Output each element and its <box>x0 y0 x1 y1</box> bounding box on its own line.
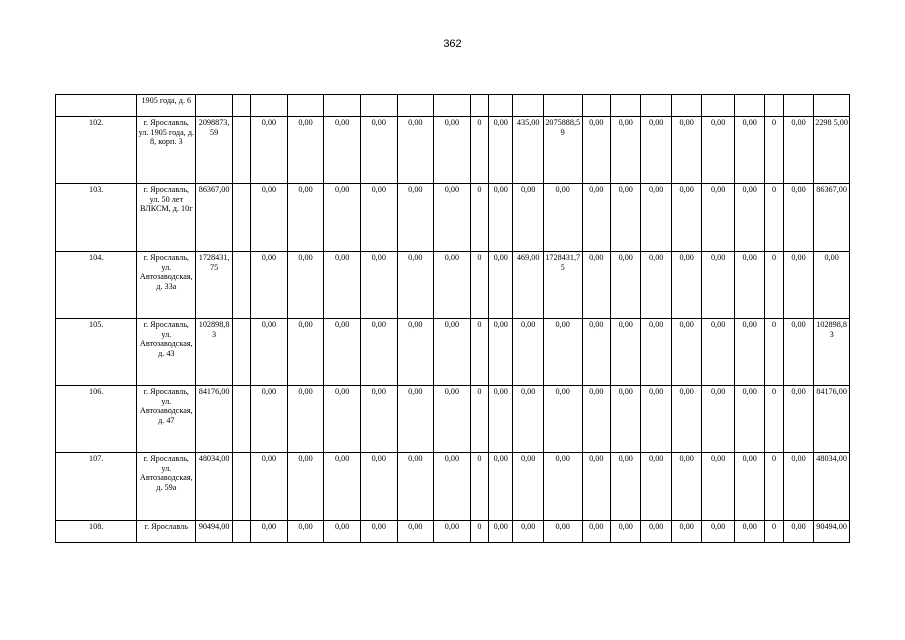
value-cell: 0,00 <box>582 453 610 521</box>
value-cell: 0,00 <box>434 252 471 319</box>
value-cell: 0,00 <box>513 319 543 386</box>
value-cell: 0,00 <box>543 184 582 252</box>
value-cell: 0,00 <box>582 184 610 252</box>
value-cell: 0,00 <box>582 386 610 453</box>
value-cell: 0,00 <box>543 453 582 521</box>
value-cell: 0,00 <box>543 521 582 543</box>
value-cell: 0,00 <box>734 521 764 543</box>
value-cell: 86367,00 <box>814 184 850 252</box>
value-cell: 0,00 <box>641 453 671 521</box>
value-cell: 0,00 <box>783 184 813 252</box>
value-cell: 0,00 <box>251 184 288 252</box>
cell <box>543 95 582 117</box>
table-row <box>56 521 850 543</box>
value-cell: 0,00 <box>513 386 543 453</box>
empty-cell <box>232 117 250 184</box>
value-cell: 0,00 <box>671 319 701 386</box>
table-row-continued <box>56 95 850 117</box>
value-cell: 0,00 <box>251 521 288 543</box>
value-cell: 48034,00 <box>814 453 850 521</box>
value-cell: 90494,00 <box>196 521 233 543</box>
value-cell: 84176,00 <box>196 386 233 453</box>
page-number: 362 <box>443 38 462 50</box>
value-cell: 0,00 <box>702 252 735 319</box>
value-cell: 0,00 <box>287 319 324 386</box>
value-cell: 0,00 <box>641 117 671 184</box>
value-cell: 48034,00 <box>196 453 233 521</box>
value-cell: 0,00 <box>543 319 582 386</box>
value-cell: 0,00 <box>641 386 671 453</box>
value-cell: 0,00 <box>397 184 434 252</box>
value-cell: 0,00 <box>513 453 543 521</box>
value-cell: 0 <box>470 386 488 453</box>
value-cell: 0,00 <box>671 453 701 521</box>
cell <box>582 95 610 117</box>
value-cell: 0,00 <box>251 252 288 319</box>
value-cell: 0,00 <box>324 117 361 184</box>
empty-cell <box>232 453 250 521</box>
value-cell: 0,00 <box>251 386 288 453</box>
value-cell: 2075888,59 <box>543 117 582 184</box>
value-cell: 0 <box>765 184 783 252</box>
value-cell: 1728431,75 <box>543 252 582 319</box>
value-cell: 0,00 <box>783 386 813 453</box>
value-cell: 90494,00 <box>814 521 850 543</box>
value-cell: 0,00 <box>360 117 397 184</box>
value-cell: 0,00 <box>702 117 735 184</box>
value-cell: 0,00 <box>610 252 640 319</box>
value-cell: 0 <box>470 117 488 184</box>
address-cell: г. Ярославль, ул. Автозаводская, д. 47 <box>137 386 196 453</box>
row-number-cell: 106. <box>56 386 137 453</box>
value-cell: 0,00 <box>702 521 735 543</box>
value-cell: 0,00 <box>513 521 543 543</box>
value-cell: 0,00 <box>287 521 324 543</box>
value-cell: 86367,00 <box>196 184 233 252</box>
row-number-cell: 108. <box>56 521 137 543</box>
table-row <box>56 117 850 184</box>
value-cell: 0,00 <box>671 386 701 453</box>
table-row <box>56 386 850 453</box>
value-cell: 0,00 <box>489 453 513 521</box>
value-cell: 0,00 <box>610 453 640 521</box>
value-cell: 0 <box>765 386 783 453</box>
value-cell: 0,00 <box>702 453 735 521</box>
value-cell: 0,00 <box>610 319 640 386</box>
cell <box>610 95 640 117</box>
value-cell: 0,00 <box>489 386 513 453</box>
value-cell: 0,00 <box>783 453 813 521</box>
empty-cell <box>232 319 250 386</box>
value-cell: 0,00 <box>360 252 397 319</box>
value-cell: 0,00 <box>783 252 813 319</box>
value-cell: 0 <box>470 319 488 386</box>
value-cell: 0,00 <box>671 252 701 319</box>
cell <box>513 95 543 117</box>
value-cell: 0,00 <box>702 386 735 453</box>
value-cell: 0,00 <box>489 521 513 543</box>
cell <box>397 95 434 117</box>
value-cell: 0,00 <box>360 453 397 521</box>
value-cell: 0 <box>470 453 488 521</box>
cell <box>434 95 471 117</box>
row-number-cell: 102. <box>56 117 137 184</box>
value-cell: 0,00 <box>434 184 471 252</box>
value-cell: 0,00 <box>489 319 513 386</box>
value-cell: 0,00 <box>251 319 288 386</box>
value-cell: 0,00 <box>641 252 671 319</box>
row-number-cell: 103. <box>56 184 137 252</box>
value-cell: 0,00 <box>641 521 671 543</box>
table-row <box>56 184 850 252</box>
value-cell: 2298 5,00 <box>814 117 850 184</box>
value-cell: 0,00 <box>582 319 610 386</box>
value-cell: 0,00 <box>360 386 397 453</box>
value-cell: 0,00 <box>734 319 764 386</box>
value-cell: 102898,83 <box>814 319 850 386</box>
value-cell: 0,00 <box>610 184 640 252</box>
row-number-cell: 107. <box>56 453 137 521</box>
value-cell: 0,00 <box>287 117 324 184</box>
value-cell: 0,00 <box>543 386 582 453</box>
value-cell: 435,00 <box>513 117 543 184</box>
value-cell: 0,00 <box>734 184 764 252</box>
table-row <box>56 319 850 386</box>
value-cell: 0,00 <box>434 319 471 386</box>
cell <box>734 95 764 117</box>
address-cell: г. Ярославль <box>137 521 196 543</box>
value-cell: 0,00 <box>251 453 288 521</box>
address-cell: г. Ярославль, ул. Автозаводская, д. 43 <box>137 319 196 386</box>
value-cell: 0,00 <box>287 386 324 453</box>
value-cell: 0,00 <box>287 252 324 319</box>
value-cell: 2098873,59 <box>196 117 233 184</box>
value-cell: 0 <box>765 453 783 521</box>
value-cell: 84176,00 <box>814 386 850 453</box>
value-cell: 0,00 <box>324 319 361 386</box>
cell <box>56 95 137 117</box>
cell <box>702 95 735 117</box>
value-cell: 0,00 <box>287 184 324 252</box>
value-cell: 0,00 <box>582 521 610 543</box>
value-cell: 0,00 <box>434 521 471 543</box>
value-cell: 0,00 <box>287 453 324 521</box>
value-cell: 0,00 <box>489 117 513 184</box>
value-cell: 0,00 <box>641 319 671 386</box>
empty-cell <box>232 521 250 543</box>
value-cell: 0 <box>470 252 488 319</box>
value-cell: 0,00 <box>783 521 813 543</box>
cell <box>783 95 813 117</box>
value-cell: 0,00 <box>702 319 735 386</box>
value-cell: 0,00 <box>360 319 397 386</box>
cell <box>814 95 850 117</box>
data-table <box>55 94 850 543</box>
value-cell: 102898,83 <box>196 319 233 386</box>
value-cell: 0,00 <box>734 117 764 184</box>
value-cell: 0,00 <box>397 117 434 184</box>
row-number-cell: 104. <box>56 252 137 319</box>
value-cell: 0,00 <box>671 521 701 543</box>
cell <box>251 95 288 117</box>
value-cell: 0,00 <box>734 252 764 319</box>
value-cell: 0,00 <box>489 252 513 319</box>
value-cell: 0,00 <box>513 184 543 252</box>
table-row <box>56 252 850 319</box>
cell <box>470 95 488 117</box>
value-cell: 0,00 <box>397 319 434 386</box>
value-cell: 0,00 <box>324 453 361 521</box>
cell <box>232 95 250 117</box>
value-cell: 0 <box>470 521 488 543</box>
empty-cell <box>232 252 250 319</box>
value-cell: 0,00 <box>702 184 735 252</box>
value-cell: 0,00 <box>814 252 850 319</box>
value-cell: 0,00 <box>671 117 701 184</box>
value-cell: 0,00 <box>783 319 813 386</box>
cell <box>489 95 513 117</box>
value-cell: 1728431,75 <box>196 252 233 319</box>
address-cell: г. Ярославль, ул. 1905 года, д. 8, корп. 3 <box>137 117 196 184</box>
value-cell: 0,00 <box>489 184 513 252</box>
empty-cell <box>232 184 250 252</box>
cell <box>641 95 671 117</box>
cell <box>765 95 783 117</box>
cell <box>196 95 233 117</box>
cell <box>360 95 397 117</box>
value-cell: 469,00 <box>513 252 543 319</box>
value-cell: 0,00 <box>610 117 640 184</box>
cell <box>287 95 324 117</box>
address-cell: г. Ярославль, ул. 50 лет ВЛКСМ, д. 10г <box>137 184 196 252</box>
value-cell: 0,00 <box>324 252 361 319</box>
cell <box>324 95 361 117</box>
empty-cell <box>232 386 250 453</box>
value-cell: 0,00 <box>434 117 471 184</box>
value-cell: 0 <box>470 184 488 252</box>
value-cell: 0,00 <box>324 184 361 252</box>
value-cell: 0,00 <box>610 521 640 543</box>
address-cell: 1905 года, д. 6 <box>137 95 196 117</box>
value-cell: 0,00 <box>397 386 434 453</box>
value-cell: 0,00 <box>397 252 434 319</box>
value-cell: 0,00 <box>582 117 610 184</box>
value-cell: 0,00 <box>582 252 610 319</box>
value-cell: 0,00 <box>783 117 813 184</box>
value-cell: 0 <box>765 252 783 319</box>
value-cell: 0,00 <box>434 386 471 453</box>
value-cell: 0,00 <box>434 453 471 521</box>
address-cell: г. Ярославль, ул. Автозаводская, д. 59а <box>137 453 196 521</box>
value-cell: 0,00 <box>324 521 361 543</box>
value-cell: 0 <box>765 521 783 543</box>
value-cell: 0 <box>765 117 783 184</box>
value-cell: 0,00 <box>397 521 434 543</box>
address-cell: г. Ярославль, ул. Автозаводская, д. 33а <box>137 252 196 319</box>
value-cell: 0,00 <box>671 184 701 252</box>
value-cell: 0,00 <box>734 386 764 453</box>
value-cell: 0 <box>765 319 783 386</box>
value-cell: 0,00 <box>641 184 671 252</box>
value-cell: 0,00 <box>251 117 288 184</box>
value-cell: 0,00 <box>324 386 361 453</box>
value-cell: 0,00 <box>360 521 397 543</box>
value-cell: 0,00 <box>610 386 640 453</box>
cell <box>671 95 701 117</box>
row-number-cell: 105. <box>56 319 137 386</box>
value-cell: 0,00 <box>734 453 764 521</box>
value-cell: 0,00 <box>397 453 434 521</box>
table-row <box>56 453 850 521</box>
value-cell: 0,00 <box>360 184 397 252</box>
